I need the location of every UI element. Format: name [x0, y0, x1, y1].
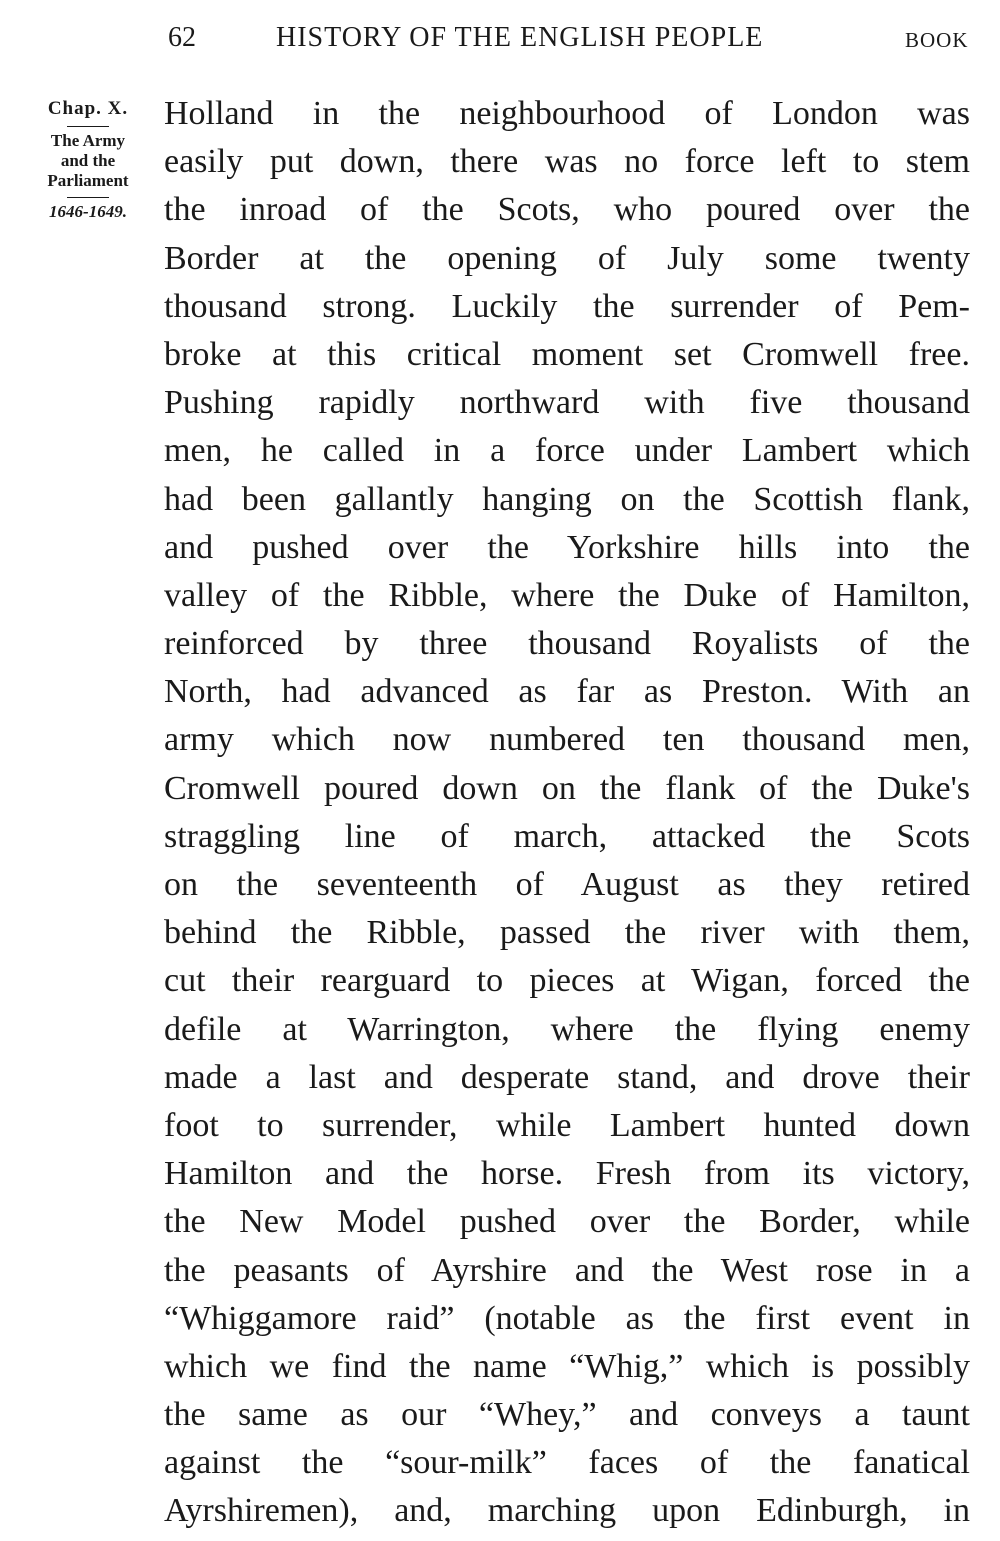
text-line: Pushing rapidly northward with five thousand	[164, 384, 970, 422]
text-line: made a last and desperate stand, and drove their	[164, 1058, 970, 1096]
chapter-label: Chap. X.	[47, 98, 129, 119]
text-line: valley of the Ribble, where the Duke of Hamilton,	[164, 576, 970, 614]
text-line: Cromwell poured down on the flank of the Duke's	[164, 769, 970, 807]
side-topic-line: Parliament	[47, 171, 129, 190]
text-line: defile at Warrington, where the flying enemy	[164, 1010, 970, 1048]
text-line: which we find the name “Whig,” which is possibly	[164, 1347, 970, 1385]
text-line: the peasants of Ayrshire and the West rose in a	[164, 1251, 970, 1289]
text-line: Holland in the neighbourhood of London was	[164, 95, 970, 132]
text-line: the inroad of the Scots, who poured over the	[164, 191, 970, 229]
side-topic-line: The Army	[50, 131, 126, 150]
running-book-label: BOOK	[905, 28, 969, 52]
margin-rule	[67, 197, 109, 198]
page-number: 62	[168, 22, 196, 53]
text-line: men, he called in a force under Lambert which	[164, 432, 970, 470]
text-line: on the seventeenth of August as they retired	[164, 866, 970, 903]
text-line: cut their rearguard to pieces at Wigan, forced the	[164, 962, 970, 1000]
body-text	[164, 90, 970, 1536]
text-line: behind the Ribble, passed the river with them,	[164, 914, 970, 952]
text-line: thousand strong. Luckily the surrender of Pem-	[164, 287, 970, 325]
date-range: 1646-1649.	[49, 202, 127, 221]
side-topic-line: and the	[60, 151, 116, 170]
text-line: “Whiggamore raid” (notable as the first event in	[164, 1299, 970, 1337]
text-line: against the “sour-milk” faces of the fanatical	[164, 1444, 970, 1482]
text-line: Hamilton and the horse. Fresh from its victory,	[164, 1155, 970, 1193]
text-line: had been gallantly hanging on the Scottish flank,	[164, 480, 970, 518]
text-line: North, had advanced as far as Preston. With an	[164, 673, 970, 711]
text-line: straggling line of march, attacked the Scots	[164, 817, 970, 855]
text-line: and pushed over the Yorkshire hills into the	[164, 528, 970, 566]
text-line: the same as our “Whey,” and conveys a taunt	[164, 1396, 970, 1434]
text-line: broke at this critical moment set Cromwell free.	[164, 335, 970, 373]
text-line: easily put down, there was no force left to stem	[164, 143, 970, 181]
text-line: the New Model pushed over the Border, while	[164, 1203, 970, 1241]
text-line: Ayrshiremen), and, marching upon Edinburgh, in	[164, 1492, 970, 1530]
margin-notes	[18, 98, 158, 222]
text-line: foot to surrender, while Lambert hunted down	[164, 1106, 970, 1144]
running-head	[0, 14, 1000, 64]
text-line: army which now numbered ten thousand men,	[164, 721, 970, 759]
text-line: Border at the opening of July some twenty	[164, 239, 970, 277]
text-line: reinforced by three thousand Royalists of the	[164, 625, 970, 663]
margin-rule	[67, 126, 109, 127]
running-title: HISTORY OF THE ENGLISH PEOPLE	[276, 22, 764, 53]
